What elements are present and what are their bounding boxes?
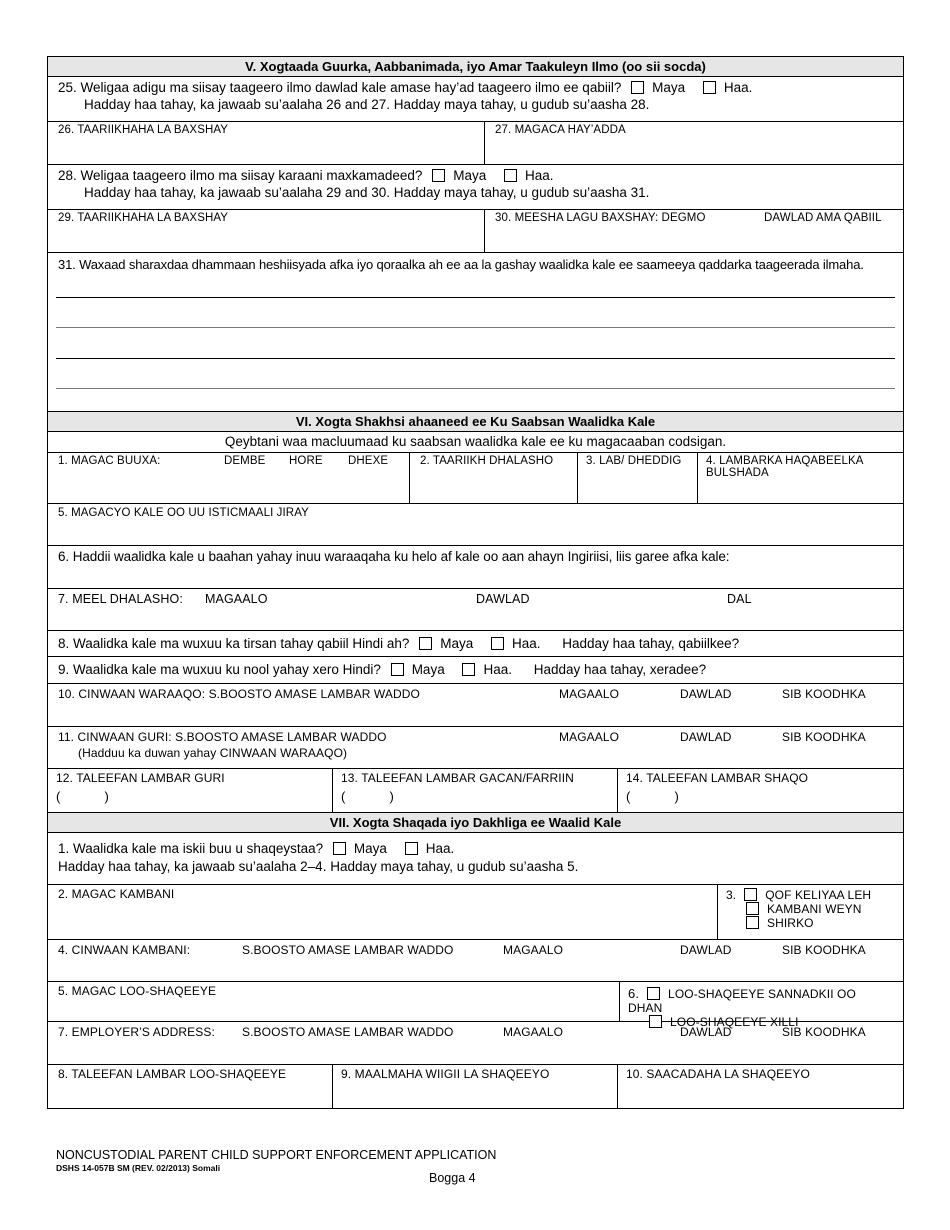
- home-address-row[interactable]: [48, 727, 903, 769]
- fields-26-27-row: [48, 122, 903, 165]
- home-address-label: 11. CINWAAN GURI: S.BOOSTO AMASE LAMBAR WADDO: [58, 730, 387, 744]
- birth-date-field[interactable]: [410, 453, 578, 503]
- place-given-label: 30. MEESHA LAGU BAXSHAY: DEGMO: [495, 212, 706, 224]
- birthplace-country-label: DAL: [727, 592, 752, 606]
- q9-yes-label: Haa.: [483, 662, 512, 677]
- birthplace-label: 7. MEEL DHALASHO:: [58, 592, 183, 606]
- question-31-text: 31. Waxaad sharaxdaa dhammaan heshiisyada afka iyo qoraalka ah ee aa la gashay waalidka kale ee saameeya qaddarka taageerada ilmaha.: [58, 257, 864, 272]
- q8-yes-checkbox[interactable]: [491, 637, 504, 650]
- mailing-address-row[interactable]: [48, 684, 903, 727]
- employer-name-label: 5. MAGAC LOO-SHAQEEYE: [58, 984, 217, 998]
- court-dates-label: 29. TAARIIKHAHA LA BAXSHAY: [58, 212, 229, 224]
- dates-given-field[interactable]: [48, 122, 485, 164]
- footer-form-id: DSHS 14-057B SM (REV. 02/2013) Somali: [56, 1163, 221, 1173]
- first-name-label: HORE: [289, 455, 323, 467]
- cell-phone-paren-close: ): [389, 789, 394, 804]
- other-names-row[interactable]: [48, 504, 903, 546]
- company-name-row: [48, 885, 903, 940]
- q9-no-checkbox[interactable]: [391, 663, 404, 676]
- hours-worked-field[interactable]: [618, 1065, 903, 1108]
- employer-type-field: [620, 982, 903, 1029]
- employer-city-label: MAGAALO: [503, 1025, 564, 1039]
- ssn-label-line1: 4. LAMBARKA HAQABEELKA: [706, 455, 864, 467]
- q25-no-checkbox[interactable]: [631, 81, 644, 94]
- mailing-zip-label: SIB KOODHKA: [782, 687, 866, 701]
- birthplace-city-label: MAGAALO: [205, 592, 268, 606]
- business-type-number: 3.: [726, 888, 737, 902]
- q8-yes-label: Haa.: [511, 636, 541, 651]
- self-employed-no-checkbox[interactable]: [333, 842, 346, 855]
- corporation-checkbox[interactable]: [746, 902, 759, 915]
- partnership-checkbox[interactable]: [746, 916, 759, 929]
- question-28-text: 28. Weligaa taageero ilmo ma siisay karaani maxkamadeed?: [58, 168, 423, 183]
- home-phone-paren-open: (: [56, 789, 61, 804]
- ssn-field[interactable]: [698, 453, 903, 503]
- employer-state-label: DAWLAD: [680, 1025, 732, 1039]
- q25-no-label: Maya: [652, 80, 686, 95]
- agency-name-label: 27. MAGACA HAY’ADDA: [495, 124, 626, 136]
- home-state-label: DAWLAD: [680, 730, 732, 744]
- q9-yes-checkbox[interactable]: [462, 663, 475, 676]
- self-employed-question: 1. Waalidka kale ma iskii buu u shaqeystaa?: [58, 841, 324, 856]
- question-9-row: [48, 657, 903, 684]
- q28-yes-checkbox[interactable]: [504, 169, 517, 182]
- q28-yes-label: Haa.: [525, 168, 554, 183]
- employer-phone-label: 8. TALEEFAN LAMBAR LOO-SHAQEEYE: [58, 1067, 287, 1081]
- work-phone-paren-open: (: [626, 789, 631, 804]
- full-name-label: 1. MAGAC BUUXA:: [58, 455, 161, 467]
- other-names-label: 5. MAGACYO KALE OO UU ISTICMAALI JIRAY: [58, 507, 309, 519]
- question-28-instruction: Hadday haa tahay, ka jawaab su’aalaha 29 and 30. Hadday maya tahay, u gudub su’aasha 31.: [84, 185, 650, 200]
- year-round-label: LOO-SHAQEEYE SANNADKII OO DHAN: [628, 987, 856, 1015]
- q8-no-checkbox[interactable]: [419, 637, 432, 650]
- place-given-state-tribe-label: DAWLAD AMA QABIIL: [764, 212, 882, 224]
- self-employed-yes-checkbox[interactable]: [405, 842, 418, 855]
- last-name-label: DEMBE: [224, 455, 266, 467]
- place-given-field[interactable]: [485, 210, 903, 252]
- sex-label: 3. LAB/ DHEDDIG: [586, 455, 682, 467]
- year-round-checkbox[interactable]: [647, 987, 660, 1000]
- company-city-label: MAGAALO: [503, 943, 564, 957]
- answer-line-2[interactable]: [56, 327, 895, 328]
- court-dates-field[interactable]: [48, 210, 485, 252]
- question-9-text: 9. Waalidka kale ma wuxuu ku nool yahay xero Hindi?: [58, 662, 381, 677]
- days-worked-field[interactable]: [333, 1065, 618, 1108]
- self-employed-no-label: Maya: [353, 841, 387, 856]
- hours-worked-label: 10. SAACADAHA LA SHAQEEYO: [626, 1067, 810, 1081]
- support-application-form: [47, 56, 904, 1109]
- company-state-label: DAWLAD: [680, 943, 732, 957]
- dates-given-label: 26. TAARIIKHAHA LA BAXSHAY: [58, 124, 229, 136]
- self-employed-row: [48, 833, 903, 885]
- full-name-field[interactable]: [48, 453, 410, 503]
- company-name-field[interactable]: [48, 885, 718, 939]
- q28-no-label: Maya: [453, 168, 487, 183]
- work-phone-paren-close: ): [674, 789, 679, 804]
- q8-no-label: Maya: [440, 636, 474, 651]
- work-phone-field[interactable]: [618, 769, 903, 812]
- mailing-state-label: DAWLAD: [680, 687, 732, 701]
- section-7-header: VII. Xogta Shaqada iyo Dakhliga ee Waalid Kale: [48, 813, 903, 833]
- section-5-header: V. Xogtaada Guurka, Aabbanimada, iyo Amar Taakuleyn Ilmo (oo sii socda): [48, 57, 903, 77]
- cell-phone-label: 13. TALEEFAN LAMBAR GACAN/FARRIIN: [341, 771, 574, 785]
- company-address-label: 4. CINWAAN KAMBANI:: [58, 943, 191, 957]
- ssn-label-line2: BULSHADA: [706, 467, 769, 479]
- section-6-header: VI. Xogta Shakhsi ahaaneed ee Ku Saabsan Waalidka Kale: [48, 412, 903, 432]
- seasonal-label: LOO-SHAQEEYE XILLI: [670, 1015, 799, 1029]
- home-address-note: (Hadduu ka duwan yahay CINWAAN WARAAQO): [78, 746, 348, 760]
- self-employed-yes-label: Haa.: [425, 841, 455, 856]
- work-phone-label: 14. TALEEFAN LAMBAR SHAQO: [626, 771, 809, 785]
- birthplace-row[interactable]: [48, 589, 903, 631]
- self-employed-instruction: Hadday haa tahay, ka jawaab su’aalaha 2–4. Hadday maya tahay, u gudub su’aasha 5.: [58, 859, 579, 874]
- footer-form-title: NONCUSTODIAL PARENT CHILD SUPPORT ENFORCEMENT APPLICATION: [56, 1148, 497, 1162]
- employer-name-row: [48, 982, 903, 1029]
- answer-line-3[interactable]: [56, 358, 895, 359]
- question-25-text: 25. Weligaa adigu ma siisay taageero ilmo dawlad kale amase hay’ad taageero ilmo ee qabiil?: [58, 80, 622, 95]
- q9-followup: Hadday haa tahay, xeradee?: [533, 662, 707, 677]
- days-worked-label: 9. MAALMAHA WIIGII LA SHAQEEYO: [341, 1067, 550, 1081]
- home-phone-label: 12. TALEEFAN LAMBAR GURI: [56, 771, 225, 785]
- business-type-field: [718, 885, 903, 939]
- q9-no-label: Maya: [411, 662, 445, 677]
- q25-yes-label: Haa.: [723, 80, 753, 95]
- employer-street-label: S.BOOSTO AMASE LAMBAR WADDO: [242, 1025, 454, 1039]
- language-row[interactable]: [48, 546, 903, 589]
- question-31-row: [48, 253, 903, 412]
- fields-29-30-row: [48, 210, 903, 253]
- section-6-subheader: Qeybtani waa macluumaad ku saabsan waalidka kale ee ku magacaaban codsigan.: [224, 434, 727, 449]
- question-25-instruction: Hadday haa tahay, ka jawaab su’aalaha 26 and 27. Hadday maya tahay, u gudub su’aasha 28.: [84, 97, 650, 112]
- question-8-text: 8. Waalidka kale ma wuxuu ka tirsan tahay qabiil Hindi ah?: [58, 636, 410, 651]
- home-zip-label: SIB KOODHKA: [782, 730, 866, 744]
- phone-numbers-row: [48, 769, 903, 813]
- company-zip-label: SIB KOODHKA: [782, 943, 866, 957]
- sex-field[interactable]: [578, 453, 698, 503]
- company-street-label: S.BOOSTO AMASE LAMBAR WADDO: [242, 943, 454, 957]
- q8-followup: Hadday haa tahay, qabiilkee?: [562, 636, 740, 651]
- cell-phone-field[interactable]: [333, 769, 618, 812]
- question-25-row: [48, 77, 903, 122]
- q28-no-checkbox[interactable]: [432, 169, 445, 182]
- birth-date-label: 2. TAARIIKH DHALASHO: [420, 455, 554, 467]
- question-8-row: [48, 631, 903, 657]
- fields-1-4-row: [48, 452, 903, 504]
- mailing-address-label: 10. CINWAAN WARAAQO: S.BOOSTO AMASE LAMBAR WADDO: [58, 687, 420, 701]
- employer-address-row[interactable]: [48, 1022, 903, 1065]
- company-address-row[interactable]: [48, 940, 903, 982]
- language-question: 6. Haddii waalidka kale u baahan yahay inuu waraaqaha ku helo af kale oo aan ahayn Ingiriisi, liis garee afka kale:: [58, 549, 730, 564]
- home-phone-field[interactable]: [48, 769, 333, 812]
- employer-phone-field[interactable]: [48, 1065, 333, 1108]
- employment-details-row: [48, 1065, 903, 1108]
- question-28-row: [48, 165, 903, 210]
- sole-proprietor-checkbox[interactable]: [744, 888, 757, 901]
- agency-name-field[interactable]: [485, 122, 903, 164]
- footer-page-number: Bogga 4: [429, 1171, 476, 1185]
- employer-type-number: 6.: [628, 986, 640, 1001]
- home-phone-paren-close: ): [104, 789, 109, 804]
- cell-phone-paren-open: (: [341, 789, 346, 804]
- employer-name-field[interactable]: [48, 982, 620, 1021]
- birthplace-state-label: DAWLAD: [476, 592, 530, 606]
- answer-line-4[interactable]: [56, 388, 895, 389]
- corporation-label: KAMBANI WEYN: [767, 902, 862, 916]
- employer-address-label: 7. EMPLOYER’S ADDRESS:: [58, 1025, 215, 1039]
- middle-name-label: DHEXE: [348, 455, 389, 467]
- company-name-label: 2. MAGAC KAMBANI: [58, 887, 175, 901]
- q25-yes-checkbox[interactable]: [703, 81, 716, 94]
- mailing-city-label: MAGAALO: [559, 687, 620, 701]
- sole-proprietor-label: QOF KELIYAA LEH: [765, 888, 872, 902]
- answer-line-1[interactable]: [56, 297, 895, 298]
- employer-zip-label: SIB KOODHKA: [782, 1025, 866, 1039]
- partnership-label: SHIRKO: [767, 916, 814, 930]
- home-city-label: MAGAALO: [559, 730, 620, 744]
